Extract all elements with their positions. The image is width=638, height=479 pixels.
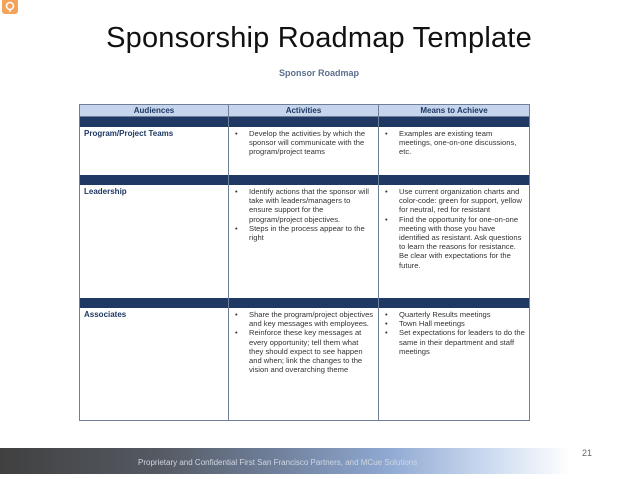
list-item: • Develop the activities by which the sponsor will communicate with the program/project teams	[233, 129, 374, 157]
header-audiences: Audiences	[80, 105, 229, 117]
list-item: • Use current organization charts and color-code: green for support, yellow for neutral, red for resistant	[383, 187, 525, 215]
row-separator-band	[80, 298, 530, 308]
list-item: • Identify actions that the sponsor will take with leaders/managers to ensure support for the program/project objectives.	[233, 187, 374, 224]
header-means-to-achieve: Means to Achieve	[379, 105, 530, 117]
page-number: 21	[582, 448, 593, 458]
list-item: • Steps in the process appear to the right	[233, 224, 374, 242]
means-list	[383, 187, 525, 270]
document-title: Sponsor Roadmap	[278, 68, 359, 78]
audience-label: Program/Project Teams	[84, 129, 174, 138]
audience-label: Associates	[84, 310, 127, 319]
audience-label: Leadership	[84, 187, 127, 196]
activities-list	[233, 310, 374, 374]
list-item: • Find the opportunity for one-on-one meeting with those you have identified as resistant. Ask questions to learn the reasons for resistance. Be clear with expectations for the future.	[383, 215, 525, 270]
activities-list	[233, 129, 374, 157]
roadmap-table	[79, 104, 530, 421]
list-item: • Reinforce these key messages at every opportunity; tell them what they should expect to see happen and when; link the changes to the vision and overarching theme	[233, 328, 374, 374]
activities-list	[233, 187, 374, 242]
table-row	[80, 185, 530, 298]
means-list	[383, 310, 525, 356]
means-list	[383, 129, 525, 157]
table-row	[80, 308, 530, 420]
list-item: • Quarterly Results meetings	[383, 310, 525, 319]
table-header-row	[80, 105, 530, 117]
slide-title: Sponsorship Roadmap Template	[106, 22, 532, 54]
list-item: • Share the program/project objectives and key messages with employees.	[233, 310, 374, 328]
footer-text: Proprietary and Confidential First San Francisco Partners, and MCue Solutions	[138, 458, 418, 467]
row-separator-band	[80, 117, 530, 128]
list-item: • Examples are existing team meetings, one-on-one discussions, etc.	[383, 129, 525, 157]
list-item: • Set expectations for leaders to do the same in their department and staff meetings	[383, 328, 525, 356]
table-row	[80, 127, 530, 175]
list-item: • Town Hall meetings	[383, 319, 525, 328]
header-activities: Activities	[229, 105, 379, 117]
row-separator-band	[80, 175, 530, 185]
logo-icon	[2, 0, 18, 14]
